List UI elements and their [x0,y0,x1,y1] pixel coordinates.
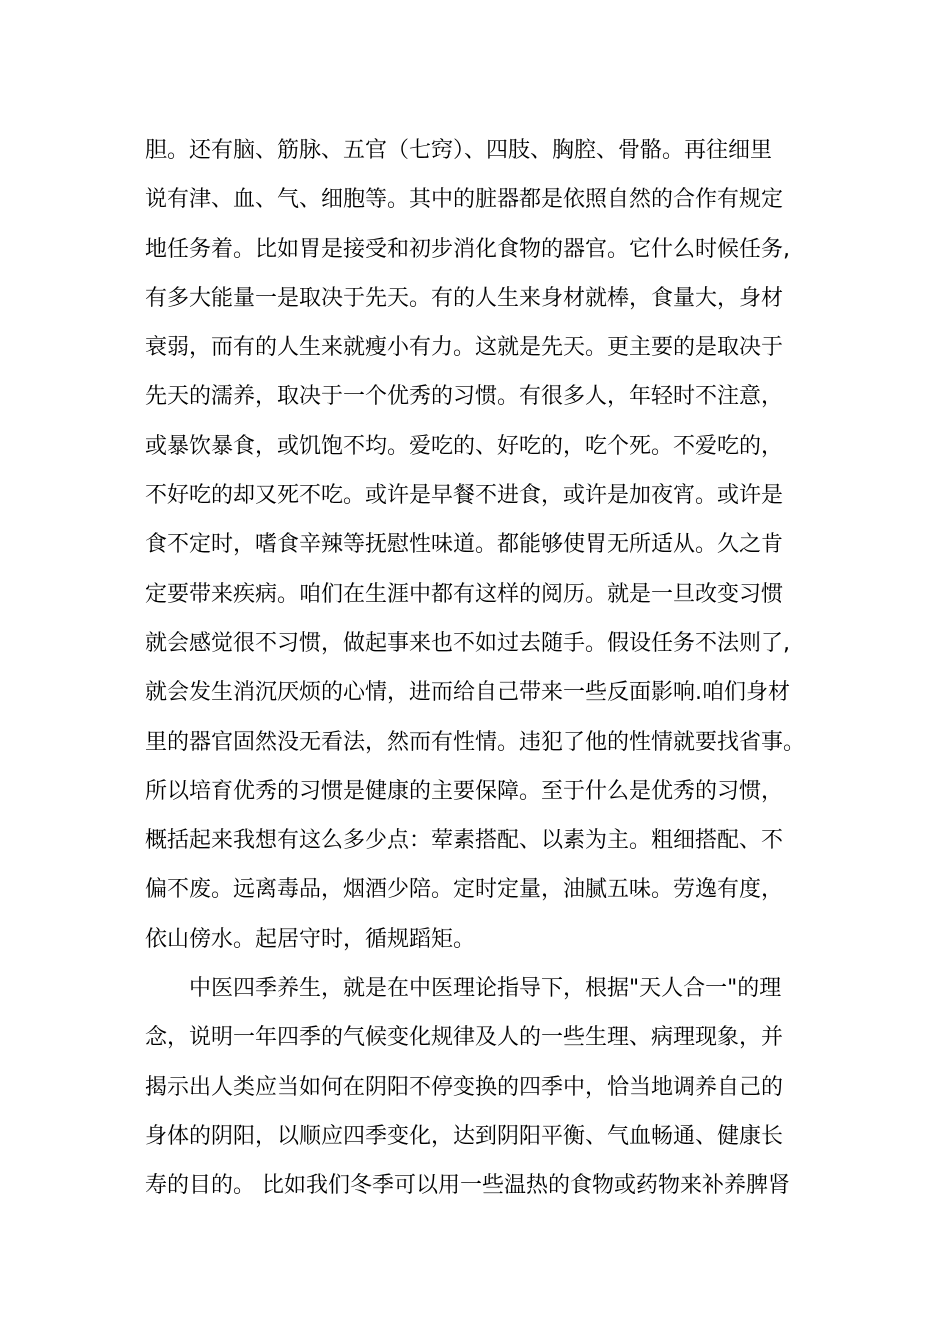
text-line: 偏不废。远离毒品，烟酒少陪。定时定量，油腻五味。劳逸有度， [145,877,784,903]
paragraph-start-line: 中医四季养生，就是在中医理论指导下，根据"天人合一"的理 [189,976,782,1002]
text-line: 食不定时，嗜食辛辣等抚慰性味道。都能够使胃无所适从。久之肯 [145,532,784,558]
text-line: 有多大能量一是取决于先天。有的人生来身材就棒，食量大，身材 [145,285,784,311]
text-line: 寿的目的。 比如我们冬季可以用一些温热的食物或药物来补养脾肾 [145,1173,790,1199]
text-line: 念，说明一年四季的气候变化规律及人的一些生理、病理现象，并 [145,1025,784,1051]
text-line: 概括起来我想有这么多少点：荤素搭配、以素为主。粗细搭配、不 [145,828,784,854]
text-line: 说有津、血、气、细胞等。其中的脏器都是依照自然的合作有规定 [145,187,784,213]
text-line: 里的器官固然没无看法，然而有性情。违犯了他的性情就要找省事。 [145,729,806,755]
body-text [145,126,805,1211]
text-line: 身体的阴阳，以顺应四季变化，达到阴阳平衡、气血畅通、健康长 [145,1123,784,1149]
text-line: 或暴饮暴食，或饥饱不均。爱吃的、好吃的，吃个死。不爱吃的， [145,433,784,459]
text-line: 依山傍水。起居守时，循规蹈矩。 [145,926,476,952]
text-line: 揭示出人类应当如何在阴阳不停变换的四季中，恰当地调养自己的 [145,1074,784,1100]
text-line: 定要带来疾病。咱们在生涯中都有这样的阅历。就是一旦改变习惯 [145,581,784,607]
text-line: 就会感觉很不习惯，做起事来也不如过去随手。假设任务不法则了, [145,630,790,656]
text-line: 先天的濡养，取决于一个优秀的习惯。有很多人，年轻时不注意， [145,384,784,410]
text-line: 不好吃的却又死不吃。或许是早餐不进食，或许是加夜宵。或许是 [145,483,784,509]
text-line: 胆。还有脑、筋脉、五官（七窍）、四肢、胸腔、骨骼。再往细里 [145,138,773,163]
text-line: 就会发生消沉厌烦的心情，进而给自己带来一些反面影响.咱们身材 [145,680,790,706]
text-line: 所以培育优秀的习惯是健康的主要保障。至于什么是优秀的习惯， [145,778,784,804]
text-line: 地任务着。比如胃是接受和初步消化食物的器官。它什么时候任务, [145,236,790,262]
text-line: 衰弱，而有的人生来就瘦小有力。这就是先天。更主要的是取决于 [145,335,784,361]
